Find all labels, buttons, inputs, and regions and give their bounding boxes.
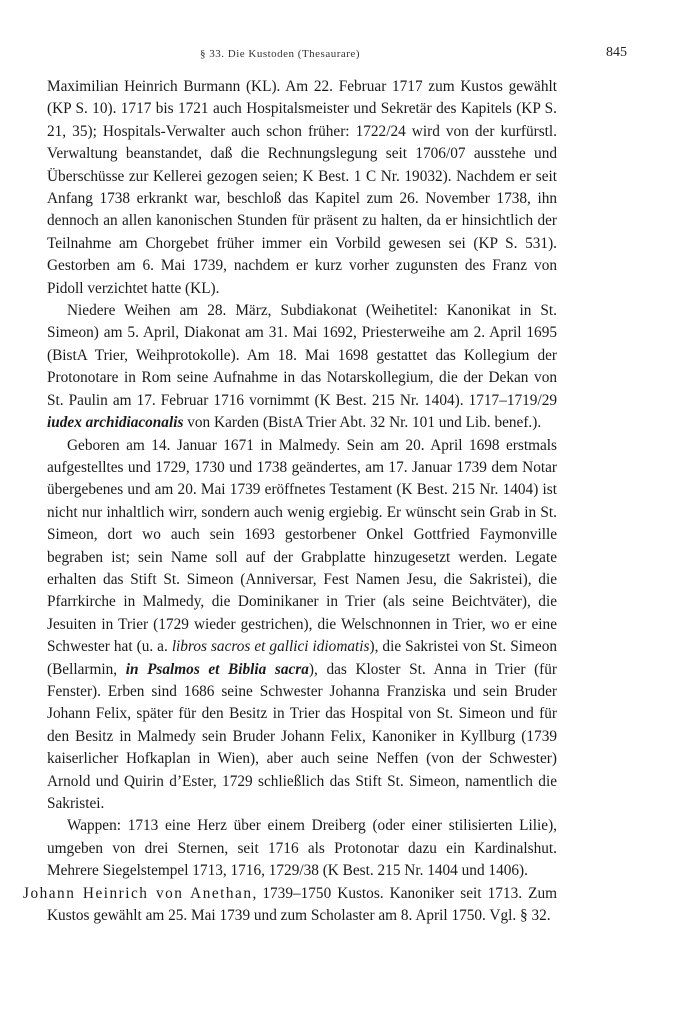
weihen-text-a: Niedere Weihen am 28. März, Subdiakonat (Weihetitel: Kanonikat in St. Simeon) am 5. April, Diakonat am 31. Mai 1692, Priesterweihe am 2. April 1695 (BistA Trier, Weihprotokolle). Am 18. Mai 1698 gestattet das Kollegium der Protonotare in Rom seine Aufnahme in das Notarskollegium, die der Dekan von St. Paulin am 17. Februar 1716 vornimmt (K Best. 215 Nr. 1404). 1717–1719/29 <box>47 302 557 409</box>
iudex-term: iudex archidiaconalis <box>47 414 184 432</box>
body-text <box>23 76 557 927</box>
entry-anethan <box>23 883 557 928</box>
paragraph-testament <box>47 435 557 816</box>
entry-text: , 1739–1750 Kustos. Kanoniker seit 1713. Zum Kustos gewählt am 25. Mai 1739 und zum Scholaster am 8. April 1750. Vgl. § 32. <box>47 884 557 925</box>
weihen-text-b: von Karden (BistA Trier Abt. 32 Nr. 101 und Lib. benef.). <box>183 414 542 432</box>
entry-name: Johann Heinrich von Anethan <box>23 884 253 902</box>
paragraph-weihen <box>47 300 557 434</box>
paragraph-wappen: Wappen: 1713 eine Herz über einem Dreiberg (oder einer stilisierten Lilie), umgeben von drei Sternen, seit 1716 als Protonotar dazu ein Kardinalshut. Mehrere Siegelstempel 1713, 1716, 1729/38 (K Best. 215 Nr. 1404 und 1406). <box>47 817 557 880</box>
testament-text-c: ), das Kloster St. Anna in Trier (für Fenster). Erben sind 1686 seine Schwester Johanna Franziska und sein Bruder Johann Felix, später für den Besitz in Trier das Hospital von St. Simeon und für den Besitz in Malmedy sein Bruder Johann Felix, Kanoniker in Kyllburg (1739 kaiserlicher Hofkaplan in Wien), aber auch seine Neffen (von der Schwester) Arnold und Quirin d’Ester, 1729 schließlich das Stift St. Simeon, namentlich die Sakristei. <box>47 660 557 812</box>
testament-text-a: Geboren am 14. Januar 1671 in Malmedy. Sein am 20. April 1698 erstmals aufgestelltes und 1729, 1730 und 1738 geändertes, am 17. Januar 1739 dem Notar übergebenes und am 20. Mai 1739 eröffnetes Testament (K Best. 215 Nr. 1404) ist nicht nur inhaltlich wirr, sondern auch wenig ergiebig. Er wünscht sein Grab in St. Simeon, dort wo auch sein 1693 gestorbener Onkel Gottfried Faymonville begraben ist; sein Name soll auf der Grabplatte hinzugesetzt werden. Legate erhalten das Stift St. Simeon (Anniversar, Fest Namen Jesu, die Sakristei), die Pfarrkirche in Malmedy, die Dominikaner in Trier (als seine Beichtväter), die Jesuiten in Trier (1729 wieder gestrichen), die Welschnonnen in Trier, wo er eine Schwester hat (u. a. <box>47 436 557 656</box>
running-head: § 33. Die Kustoden (Thesaurare) <box>200 48 360 60</box>
psalmos-term: in Psalmos et Biblia sacra <box>125 660 309 678</box>
testament-text-b: ), die Sakristei von St. Simeon (Bellarmin, <box>47 638 557 678</box>
libros-term: libros sacros et gallici idiomatis <box>171 638 370 656</box>
paragraph-burmann: Maximilian Heinrich Burmann (KL). Am 22. Februar 1717 zum Kustos gewählt (KP S. 10). 1717 bis 1721 auch Hospitalsmeister und Sekretär des Kapitels (KP S. 21, 35); Hospitals-Verwalter auch schon früher: 1722/24 wird von der kurfürstl. Verwaltung beanstandet, daß die Rechnungslegung seit 1706/07 ausstehe und Überschüsse zur Kellerei gezogen seien; K Best. 1 C Nr. 19032). Nachdem er seit Anfang 1738 erkrankt war, beschloß das Kapitel zum 26. November 1738, ihn dennoch an allen kanonischen Stunden für präsent zu halten, da er hinsichtlich der Teilnahme am Chorgebet früher immer ein Vorbild gewesen sei (KP S. 531). Gestorben am 6. Mai 1739, nachdem er kurz vorher zugunsten des Franz von Pidoll verzichtet hatte (KL). <box>47 78 557 297</box>
page-number: 845 <box>606 45 627 60</box>
